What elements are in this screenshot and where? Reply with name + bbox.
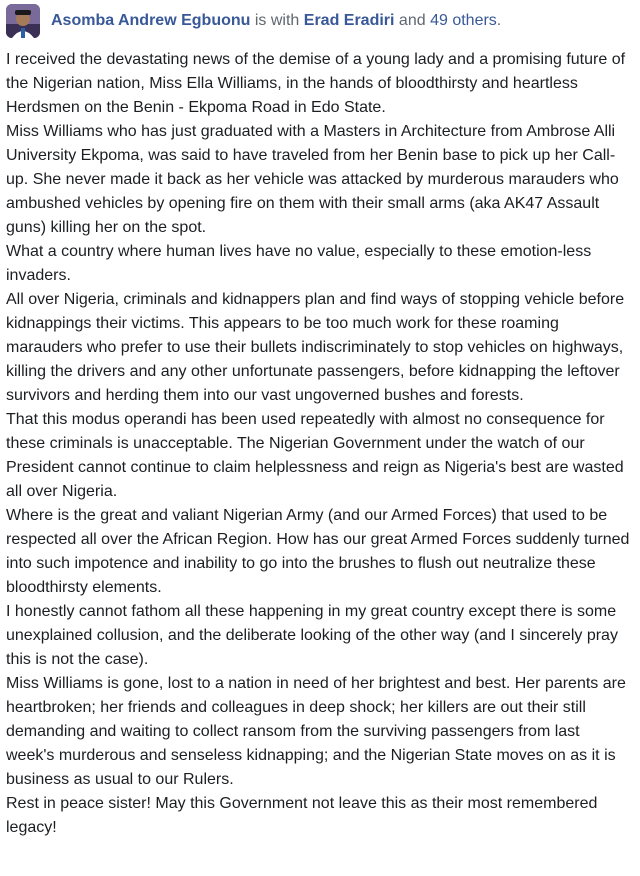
post-body — [6, 48, 632, 840]
post-paragraph: All over Nigeria, criminals and kidnappers plan and find ways of stopping vehicle before kidnappings their victims. This appears to be too much work for these roaming marauders who prefer to use their bullets indiscriminately to stop vehicles on highways, killing the drivers and any other unfortunate passengers, before kidnapping the leftover survivors and herding them into our vast ungoverned bushes and forests. — [6, 291, 625, 404]
header-period: . — [496, 12, 502, 29]
post-paragraph: Where is the great and valiant Nigerian Army (and our Armed Forces) that used to be respected all over the African Region. How has our great Armed Forces suddenly turned into such impotence and inability to go into the brushes to flush out neutralize these bloodthirsty elements. — [6, 507, 630, 596]
author-name-link[interactable]: Asomba Andrew Egbuonu — [51, 12, 251, 29]
post-paragraph: I received the devastating news of the demise of a young lady and a promising future of the Nigerian nation, Miss Ella Williams, in the hands of bloodthirsty and heartless Herdsmen on the Benin - Ekpoma Road in Edo State. — [6, 51, 626, 116]
post-paragraph: What a country where human lives have no value, especially to these emotion-less invaders. — [6, 243, 592, 284]
with-text: is with — [254, 12, 300, 29]
post-paragraph: Miss Williams who has just graduated with a Masters in Architecture from Ambrose Alli University Ekpoma, was said to have traveled from her Benin base to pick up her Call-up. She never made it back as her vehicle was attacked by murderous marauders who ambushed vehicles by opening fire on them with their small arms (aka AK47 Assault guns) killing her on the spot. — [6, 123, 619, 236]
post-paragraph: I honestly cannot fathom all these happening in my great country except there is some unexplained collusion, and the deliberate looking of the other way (and I sincerely pray this is not the case). — [6, 603, 618, 668]
post-paragraph: That this modus operandi has been used repeatedly with almost no consequence for these criminals is unacceptable. The Nigerian Government under the watch of our President cannot continue to claim helplessness and reign as Nigeria's best are wasted all over Nigeria. — [6, 411, 624, 500]
and-text: and — [398, 12, 426, 29]
others-link[interactable]: 49 others — [430, 12, 497, 29]
tagged-friend-link[interactable]: Erad Eradiri — [303, 12, 395, 29]
post-header — [6, 4, 636, 38]
post-paragraph: Rest in peace sister! May this Government not leave this as their most remembered legacy! — [6, 795, 598, 836]
avatar[interactable] — [6, 4, 40, 38]
post-paragraph: Miss Williams is gone, lost to a nation in need of her brightest and best. Her parents are heartbroken; her friends and colleagues in deep shock; her killers are out their still demanding and waiting to collect ransom from the surviving passengers from last week's murderous and senseless kidnapping; and the Nigerian State moves on as it is business as usual to our Rulers. — [6, 675, 626, 788]
profile-photo-icon — [6, 4, 40, 38]
post-header-text — [51, 11, 501, 31]
